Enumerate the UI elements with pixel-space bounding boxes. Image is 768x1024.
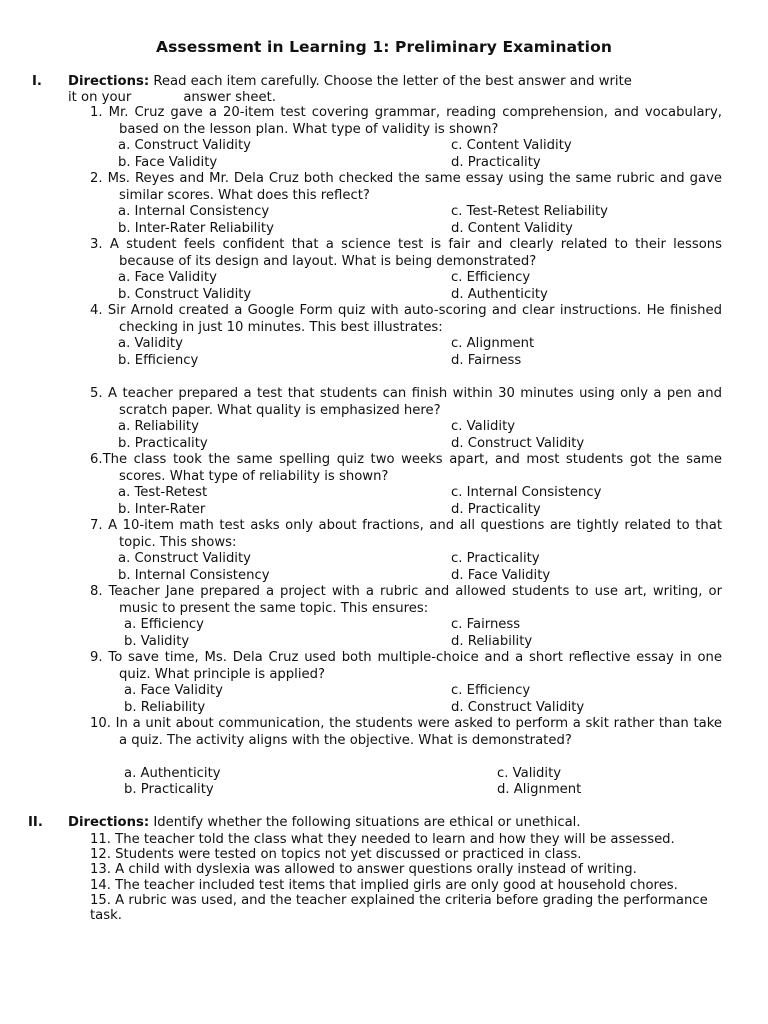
question-10-text: In a unit about communication, the students were asked to perform a skit rather than take a quiz. The activity aligns with the objective. What is demonstrated? bbox=[115, 716, 722, 748]
question-3-text: A student feels confident that a science test is fair and clearly related to their lessons because of its design and layout. What is being demonstrated? bbox=[109, 237, 722, 269]
question-7 bbox=[90, 518, 722, 551]
part1-directions bbox=[68, 74, 632, 90]
question-4-text: Sir Arnold created a Google Form quiz with auto-scoring and clear instructions. He finished checking in just 10 minutes. This best illustrates: bbox=[107, 303, 722, 335]
question-1-option-a: a. Construct Validity bbox=[118, 138, 251, 153]
question-3-option-b: b. Construct Validity bbox=[118, 286, 252, 302]
question-7-option-a: a. Construct Validity bbox=[118, 551, 251, 566]
question-8-text: Teacher Jane prepared a project with a rubric and allowed students to use art, writing, or music to present the same topic. This ensures: bbox=[108, 584, 722, 616]
question-4-number: 4. bbox=[90, 303, 103, 318]
question-9-text: To save time, Ms. Dela Cruz used both multiple-choice and a short reflective essay in one quiz. What principle is applied? bbox=[108, 650, 722, 682]
question-1-option-c: c. Content Validity bbox=[451, 138, 572, 153]
part2-item-14: 14. The teacher included test items that implied girls are only good at household chores. bbox=[90, 877, 678, 893]
question-5-option-b: b. Practicality bbox=[118, 435, 208, 451]
exam-title: Assessment in Learning 1: Preliminary Examination bbox=[156, 38, 612, 56]
question-8-option-c: c. Fairness bbox=[451, 617, 521, 632]
question-8 bbox=[90, 584, 722, 617]
question-9-option-c: c. Efficiency bbox=[451, 683, 531, 698]
question-8-option-d: d. Reliability bbox=[451, 633, 533, 649]
question-10-option-a: a. Authenticity bbox=[124, 765, 221, 781]
question-1-text: Mr. Cruz gave a 20-item test covering grammar, reading comprehension, and vocabulary, based on the lesson plan. What type of validity is shown? bbox=[108, 105, 722, 137]
question-6-option-a: a. Test-Retest bbox=[118, 485, 208, 500]
part2-item-11: 11. The teacher told the class what they needed to learn and how they will be assessed. bbox=[90, 832, 675, 847]
part2-numeral: II. bbox=[28, 815, 43, 830]
question-4-option-b: b. Efficiency bbox=[118, 352, 199, 368]
question-5-text: A teacher prepared a test that students can finish within 30 minutes using only a pen and scratch paper. What quality is emphasized here? bbox=[108, 386, 722, 418]
question-10-option-b: b. Practicality bbox=[124, 782, 214, 797]
question-4-option-d: d. Fairness bbox=[451, 352, 522, 368]
question-4-option-c: c. Alignment bbox=[451, 336, 535, 351]
question-8-option-b: b. Validity bbox=[124, 633, 190, 649]
question-2-option-d: d. Content Validity bbox=[451, 220, 573, 236]
question-6-option-d: d. Practicality bbox=[451, 501, 541, 517]
question-10 bbox=[90, 716, 722, 749]
question-2-text: Ms. Reyes and Mr. Dela Cruz both checked the same essay using the same rubric and gave similar scores. What does this reflect? bbox=[107, 171, 722, 203]
question-3-number: 3. bbox=[90, 237, 103, 252]
part1-directions-label: Directions: bbox=[68, 74, 150, 89]
question-6-option-c: c. Internal Consistency bbox=[451, 485, 602, 500]
question-10-number: 10. bbox=[90, 716, 111, 731]
question-5-option-a: a. Reliability bbox=[118, 419, 199, 434]
part1-directions-line1: Read each item carefully. Choose the letter of the best answer and write bbox=[153, 74, 632, 89]
question-7-text: A 10-item math test asks only about fractions, and all questions are tightly related to that topic. This shows: bbox=[108, 518, 722, 550]
question-9-number: 9. bbox=[90, 650, 103, 665]
question-4 bbox=[90, 303, 722, 336]
question-7-option-d: d. Face Validity bbox=[451, 567, 551, 583]
question-3-option-d: d. Authenticity bbox=[451, 286, 548, 302]
question-8-option-a: a. Efficiency bbox=[124, 617, 204, 632]
question-10-option-c: c. Validity bbox=[497, 765, 562, 781]
part1-directions-line2 bbox=[68, 90, 276, 106]
part2-directions-label: Directions: bbox=[68, 815, 150, 830]
question-9-option-d: d. Construct Validity bbox=[451, 699, 585, 715]
question-3-option-a: a. Face Validity bbox=[118, 270, 217, 285]
question-3 bbox=[90, 237, 722, 270]
question-1-option-b: b. Face Validity bbox=[118, 154, 218, 170]
question-6-text: The class took the same spelling quiz two weeks apart, and most students got the same scores. What type of reliability is shown? bbox=[102, 452, 722, 484]
question-5 bbox=[90, 386, 722, 419]
part2-directions bbox=[68, 815, 581, 831]
part2-items bbox=[90, 832, 718, 923]
part2-item-15: 15. A rubric was used, and the teacher explained the criteria before grading the performance task. bbox=[90, 892, 708, 924]
question-3-option-c: c. Efficiency bbox=[451, 270, 531, 285]
question-2-option-c: c. Test-Retest Reliability bbox=[451, 204, 608, 219]
question-2-option-a: a. Internal Consistency bbox=[118, 204, 270, 219]
question-4-option-a: a. Validity bbox=[118, 336, 183, 351]
question-2 bbox=[90, 171, 722, 204]
part1-numeral: I. bbox=[32, 74, 42, 89]
question-2-number: 2. bbox=[90, 171, 103, 186]
part2-directions-text: Identify whether the following situations are ethical or unethical. bbox=[153, 815, 581, 830]
question-2-option-b: b. Inter-Rater Reliability bbox=[118, 220, 274, 236]
question-5-option-d: d. Construct Validity bbox=[451, 435, 585, 451]
question-8-number: 8. bbox=[90, 584, 103, 599]
question-6-option-b: b. Inter-Rater bbox=[118, 501, 206, 517]
question-9 bbox=[90, 650, 722, 683]
question-9-option-a: a. Face Validity bbox=[124, 683, 223, 698]
question-7-option-c: c. Practicality bbox=[451, 551, 540, 566]
part2-item-12: 12. Students were tested on topics not yet discussed or practiced in class. bbox=[90, 847, 582, 863]
part1-directions-line2b: answer sheet. bbox=[183, 90, 276, 105]
question-9-option-b: b. Reliability bbox=[124, 699, 206, 715]
part2-item-13: 13. A child with dyslexia was allowed to answer questions orally instead of writing. bbox=[90, 862, 637, 878]
question-6-number: 6. bbox=[90, 452, 103, 467]
question-5-option-c: c. Validity bbox=[451, 419, 516, 434]
question-6 bbox=[90, 452, 722, 485]
question-7-option-b: b. Internal Consistency bbox=[118, 567, 270, 583]
part1-directions-line2a: it on your bbox=[68, 90, 132, 105]
question-7-number: 7. bbox=[90, 518, 103, 533]
question-10-option-d: d. Alignment bbox=[497, 782, 582, 797]
question-1-number: 1. bbox=[90, 105, 103, 120]
question-1 bbox=[90, 105, 722, 138]
question-1-option-d: d. Practicality bbox=[451, 154, 541, 170]
question-5-number: 5. bbox=[90, 386, 103, 401]
